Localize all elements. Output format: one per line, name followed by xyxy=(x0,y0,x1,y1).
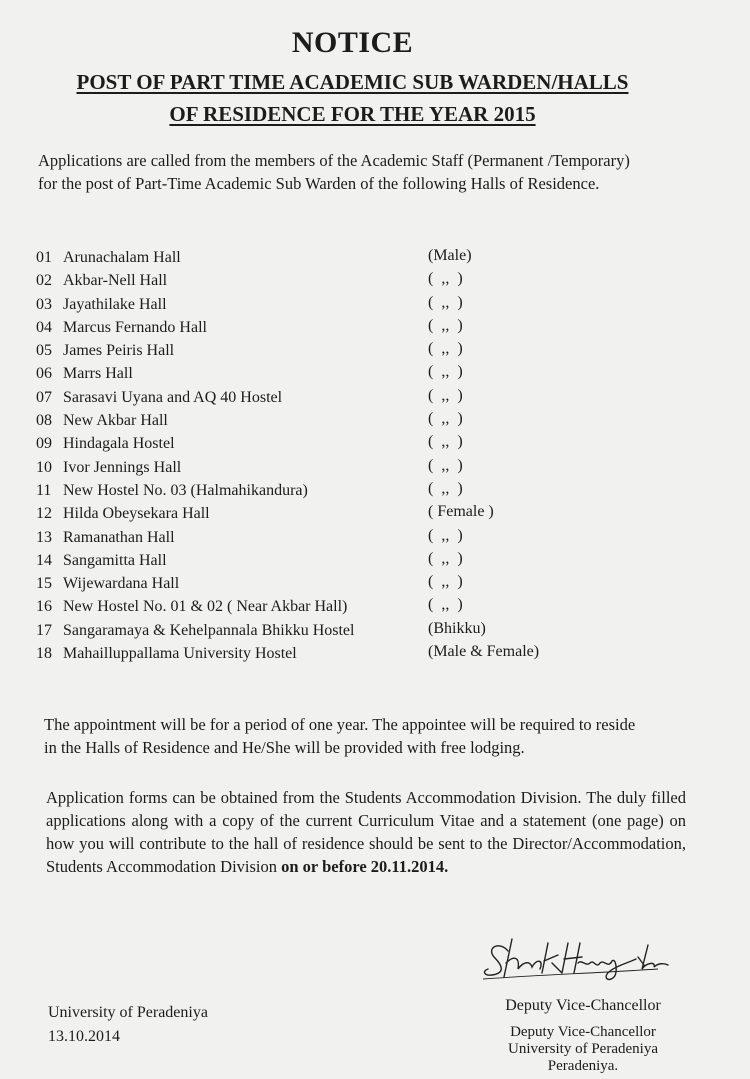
hall-name: Hilda Obeysekara Hall xyxy=(63,505,210,523)
stamp-line3: Peradeniya. xyxy=(547,1058,619,1074)
hall-row xyxy=(36,456,596,482)
notice-subtitle-line1: POST OF PART TIME ACADEMIC SUB WARDEN/HALLS xyxy=(76,70,629,94)
hall-row xyxy=(36,526,596,552)
hall-category: ( Female ) xyxy=(428,503,494,521)
hall-row xyxy=(36,479,596,505)
hall-name: James Peiris Hall xyxy=(63,342,175,360)
hall-name: Ivor Jennings Hall xyxy=(63,458,182,476)
hall-number: 08 xyxy=(36,412,52,430)
notice-subtitle-line2: OF RESIDENCE FOR THE YEAR 2015 xyxy=(169,102,536,126)
hall-category: ( ,, ) xyxy=(428,456,463,474)
hall-name: Hindagala Hostel xyxy=(63,435,175,453)
appointment-paragraph xyxy=(44,713,694,759)
hall-row xyxy=(36,645,596,668)
hall-category: (Male & Female) xyxy=(428,643,540,661)
hall-name: Sarasavi Uyana and AQ 40 Hostel xyxy=(63,388,283,406)
hall-category: ( ,, ) xyxy=(428,549,463,567)
hall-number: 11 xyxy=(36,481,52,499)
hall-number: 09 xyxy=(36,435,52,453)
hall-name: Marcus Fernando Hall xyxy=(63,318,207,336)
hall-row xyxy=(36,505,596,528)
hall-name: Sangamitta Hall xyxy=(63,551,167,569)
hall-category: ( ,, ) xyxy=(428,433,463,451)
halls-list xyxy=(36,249,596,668)
hall-name: Sangaramaya & Kehelpannala Bhikku Hostel xyxy=(63,621,355,639)
hall-category: ( ,, ) xyxy=(428,596,463,614)
hall-category: ( ,, ) xyxy=(428,410,463,428)
appointment-line2: in the Halls of Residence and He/She will be provided with free lodging. xyxy=(44,738,525,757)
footer-university: University of Peradeniya xyxy=(48,1004,208,1021)
hall-number: 05 xyxy=(36,342,52,360)
hall-row xyxy=(36,365,596,388)
hall-row xyxy=(36,249,596,272)
hall-name: New Akbar Hall xyxy=(63,412,168,430)
intro-paragraph xyxy=(38,149,688,195)
hall-name: Wijewardana Hall xyxy=(63,575,180,593)
hall-category: ( ,, ) xyxy=(428,270,463,288)
hall-name: Ramanathan Hall xyxy=(63,528,175,546)
intro-line2: for the post of Part-Time Academic Sub Warden of the following Halls of Residence. xyxy=(38,174,600,193)
hall-row xyxy=(36,272,596,295)
hall-number: 06 xyxy=(36,365,52,383)
signature-image xyxy=(478,933,678,983)
hall-row xyxy=(36,598,596,621)
hall-category: ( ,, ) xyxy=(428,293,463,311)
hall-row xyxy=(36,575,596,598)
hall-name: Akbar-Nell Hall xyxy=(63,272,168,290)
application-paragraph xyxy=(46,786,686,878)
hall-name: Mahailluppallama University Hostel xyxy=(63,645,297,663)
hall-number: 07 xyxy=(36,388,52,406)
hall-category: ( ,, ) xyxy=(428,573,463,591)
signatory-title: Deputy Vice-Chancellor xyxy=(505,997,661,1014)
hall-number: 13 xyxy=(36,528,52,546)
hall-number: 16 xyxy=(36,598,52,616)
hall-row xyxy=(36,549,596,575)
hall-name: New Hostel No. 03 (Halmahikandura) xyxy=(63,481,308,499)
hall-category: ( ,, ) xyxy=(428,340,463,358)
hall-name: New Hostel No. 01 & 02 ( Near Akbar Hall) xyxy=(63,598,348,616)
hall-number: 17 xyxy=(36,621,52,639)
hall-category: ( ,, ) xyxy=(428,386,463,404)
intro-line1: Applications are called from the members of the Academic Staff (Permanent /Temporary) xyxy=(38,151,630,170)
hall-category: ( ,, ) xyxy=(428,526,463,544)
hall-number: 12 xyxy=(36,505,52,523)
hall-category: (Male) xyxy=(428,247,472,264)
application-text: Application forms can be obtained from the Students Accommodation Division. The duly filled applications along with a copy of the current Curriculum Vitae and a statement (one page) on how you will contribute to the hall of residence should be sent to the Director/Accommodation, Students Accommodation Division xyxy=(46,788,686,876)
hall-name: Arunachalam Hall xyxy=(63,249,181,266)
hall-row xyxy=(36,386,596,412)
hall-number: 01 xyxy=(36,249,52,266)
hall-category: ( ,, ) xyxy=(428,479,463,497)
stamp-line2: University of Peradeniya xyxy=(508,1041,658,1057)
hall-number: 04 xyxy=(36,318,52,336)
hall-row xyxy=(36,412,596,435)
hall-row xyxy=(36,435,596,458)
hall-category: ( ,, ) xyxy=(428,316,463,334)
hall-row xyxy=(36,342,596,365)
hall-row xyxy=(36,316,596,342)
hall-name: Marrs Hall xyxy=(63,365,133,383)
notice-title: NOTICE xyxy=(291,26,414,59)
hall-number: 10 xyxy=(36,458,52,476)
hall-category: ( ,, ) xyxy=(428,363,463,381)
hall-number: 14 xyxy=(36,551,52,569)
hall-row xyxy=(36,293,596,319)
hall-name: Jayathilake Hall xyxy=(63,295,167,313)
appointment-line1: The appointment will be for a period of one year. The appointee will be required to reside xyxy=(44,715,636,734)
hall-number: 18 xyxy=(36,645,52,663)
stamp-line1: Deputy Vice-Chancellor xyxy=(510,1024,656,1040)
application-deadline: on or before 20.11.2014. xyxy=(281,857,449,876)
hall-category: (Bhikku) xyxy=(428,619,486,637)
footer-date: 13.10.2014 xyxy=(48,1028,120,1045)
hall-number: 03 xyxy=(36,295,52,313)
hall-number: 15 xyxy=(36,575,52,593)
hall-number: 02 xyxy=(36,272,52,290)
hall-row xyxy=(36,619,596,645)
